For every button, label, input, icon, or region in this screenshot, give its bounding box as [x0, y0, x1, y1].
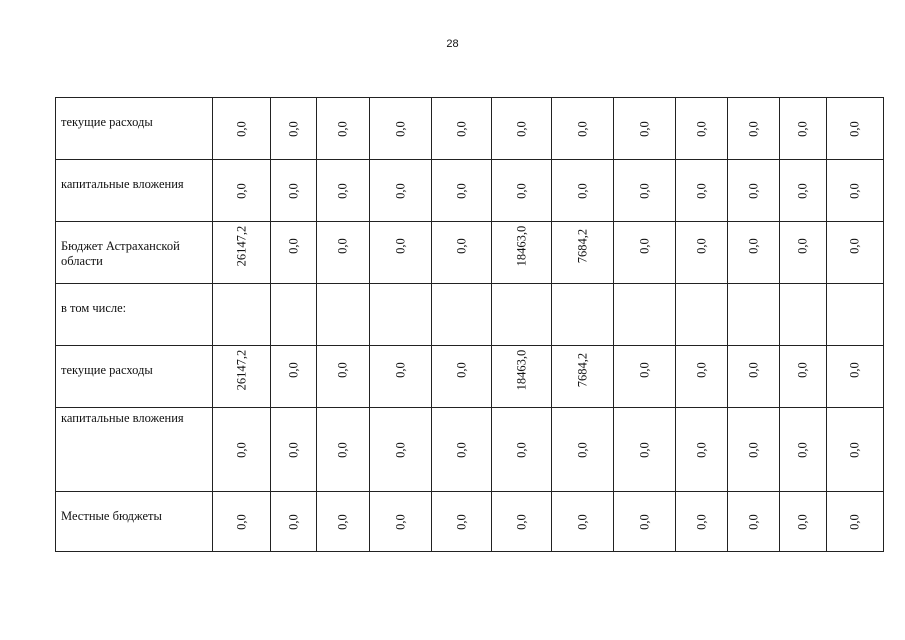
cell-value: 0,0	[335, 120, 350, 137]
cell-value: 18463,0	[514, 226, 528, 267]
value-cell	[271, 98, 317, 160]
value-cell	[728, 346, 780, 408]
value-cell	[271, 222, 317, 284]
cell-value: 0,0	[694, 182, 708, 199]
cell-value: 0,0	[393, 362, 407, 379]
value-cell	[728, 408, 780, 492]
cell-value: 0,0	[393, 513, 407, 530]
value-cell	[552, 98, 614, 160]
value-cell	[614, 160, 676, 222]
cell-value: 0,0	[514, 120, 528, 137]
value-cell	[370, 284, 432, 346]
cell-value: 0,0	[694, 362, 708, 379]
value-cell	[676, 492, 728, 552]
cell-value: 0,0	[575, 182, 589, 199]
value-cell	[213, 160, 271, 222]
value-cell	[317, 346, 370, 408]
cell-value: 0,0	[286, 362, 300, 379]
cell-value: 0,0	[847, 441, 862, 458]
cell-value: 7684,2	[575, 229, 589, 264]
value-cell	[370, 492, 432, 552]
cell-value: 0,0	[393, 238, 407, 255]
value-cell	[317, 284, 370, 346]
value-cell	[370, 98, 432, 160]
value-cell	[492, 408, 552, 492]
row-label: текущие расходы	[56, 346, 213, 408]
value-cell	[728, 160, 780, 222]
cell-value: 0,0	[637, 120, 651, 137]
row-label: капитальные вложения	[56, 408, 213, 492]
value-cell	[780, 408, 827, 492]
cell-value: 0,0	[335, 441, 350, 458]
value-cell	[370, 408, 432, 492]
value-cell	[432, 160, 492, 222]
value-cell	[827, 222, 884, 284]
value-cell	[614, 346, 676, 408]
cell-value: 0,0	[454, 362, 468, 379]
cell-value: 0,0	[694, 441, 708, 458]
value-cell	[317, 492, 370, 552]
cell-value: 0,0	[286, 238, 300, 255]
cell-value: 0,0	[795, 513, 810, 530]
value-cell	[780, 492, 827, 552]
value-cell	[827, 346, 884, 408]
cell-value: 0,0	[694, 238, 708, 255]
value-cell	[271, 408, 317, 492]
value-cell	[213, 222, 271, 284]
value-cell	[827, 284, 884, 346]
cell-value: 0,0	[454, 120, 468, 137]
value-cell	[676, 222, 728, 284]
value-cell	[492, 160, 552, 222]
cell-value: 0,0	[746, 513, 760, 530]
cell-value: 0,0	[234, 182, 248, 199]
value-cell	[728, 98, 780, 160]
value-cell	[432, 346, 492, 408]
cell-value: 0,0	[514, 182, 528, 199]
cell-value: 0,0	[746, 238, 760, 255]
cell-value: 0,0	[694, 120, 708, 137]
table-row	[56, 492, 884, 552]
cell-value: 0,0	[454, 238, 468, 255]
cell-value: 0,0	[454, 182, 468, 199]
value-cell	[492, 492, 552, 552]
value-cell	[370, 222, 432, 284]
cell-value: 0,0	[746, 362, 760, 379]
cell-value: 0,0	[746, 120, 760, 137]
cell-value: 0,0	[514, 441, 528, 458]
cell-value: 0,0	[234, 120, 248, 137]
value-cell	[676, 160, 728, 222]
cell-value: 0,0	[454, 441, 468, 458]
value-cell	[432, 98, 492, 160]
table-row	[56, 222, 884, 284]
value-cell	[728, 284, 780, 346]
cell-value: 0,0	[795, 120, 810, 137]
value-cell	[213, 284, 271, 346]
value-cell	[614, 492, 676, 552]
value-cell	[370, 160, 432, 222]
cell-value: 0,0	[575, 513, 589, 530]
value-cell	[614, 284, 676, 346]
value-cell	[780, 284, 827, 346]
value-cell	[271, 492, 317, 552]
cell-value: 0,0	[637, 182, 651, 199]
table-row	[56, 408, 884, 492]
value-cell	[676, 284, 728, 346]
value-cell	[780, 346, 827, 408]
value-cell	[780, 98, 827, 160]
cell-value: 0,0	[795, 441, 810, 458]
cell-value: 0,0	[286, 182, 300, 199]
cell-value: 0,0	[393, 441, 407, 458]
cell-value: 0,0	[637, 362, 651, 379]
cell-value: 0,0	[286, 513, 300, 530]
cell-value: 0,0	[847, 238, 862, 255]
value-cell	[213, 346, 271, 408]
value-cell	[780, 222, 827, 284]
value-cell	[432, 408, 492, 492]
value-cell	[432, 284, 492, 346]
value-cell	[780, 160, 827, 222]
cell-value: 0,0	[393, 182, 407, 199]
cell-value: 0,0	[234, 513, 248, 530]
value-cell	[552, 222, 614, 284]
value-cell	[213, 408, 271, 492]
cell-value: 26147,2	[234, 350, 248, 391]
table-row	[56, 160, 884, 222]
value-cell	[213, 98, 271, 160]
cell-value: 0,0	[746, 182, 760, 199]
value-cell	[271, 346, 317, 408]
value-cell	[370, 346, 432, 408]
cell-value: 0,0	[286, 441, 300, 458]
value-cell	[271, 284, 317, 346]
cell-value: 0,0	[637, 441, 651, 458]
cell-value: 0,0	[454, 513, 468, 530]
value-cell	[614, 98, 676, 160]
value-cell	[552, 346, 614, 408]
value-cell	[317, 160, 370, 222]
cell-value: 0,0	[575, 120, 589, 137]
value-cell	[317, 98, 370, 160]
cell-value: 0,0	[795, 182, 810, 199]
cell-value: 0,0	[335, 513, 350, 530]
value-cell	[676, 346, 728, 408]
cell-value: 7684,2	[575, 353, 589, 388]
value-cell	[552, 492, 614, 552]
value-cell	[614, 408, 676, 492]
value-cell	[317, 408, 370, 492]
cell-value: 18463,0	[514, 350, 528, 391]
value-cell	[492, 346, 552, 408]
cell-value: 0,0	[847, 120, 862, 137]
value-cell	[827, 408, 884, 492]
value-cell	[728, 222, 780, 284]
cell-value: 0,0	[847, 362, 862, 379]
value-cell	[432, 492, 492, 552]
cell-value: 0,0	[286, 120, 300, 137]
value-cell	[492, 98, 552, 160]
table-row	[56, 98, 884, 160]
table-row	[56, 284, 884, 346]
cell-value: 0,0	[575, 441, 589, 458]
cell-value: 0,0	[335, 362, 350, 379]
value-cell	[552, 284, 614, 346]
value-cell	[614, 222, 676, 284]
value-cell	[676, 408, 728, 492]
value-cell	[827, 160, 884, 222]
value-cell	[432, 222, 492, 284]
cell-value: 0,0	[847, 182, 862, 199]
row-label: Бюджет Астраханской области	[56, 222, 213, 284]
cell-value: 0,0	[746, 441, 760, 458]
value-cell	[728, 492, 780, 552]
value-cell	[271, 160, 317, 222]
cell-value: 0,0	[795, 238, 810, 255]
cell-value: 0,0	[234, 441, 248, 458]
cell-value: 0,0	[637, 513, 651, 530]
row-label: в том числе:	[56, 284, 213, 346]
budget-table	[55, 97, 884, 552]
value-cell	[317, 222, 370, 284]
cell-value: 0,0	[514, 513, 528, 530]
cell-value: 0,0	[393, 120, 407, 137]
row-label: капитальные вложения	[56, 160, 213, 222]
row-label: текущие расходы	[56, 98, 213, 160]
cell-value: 0,0	[335, 238, 350, 255]
cell-value: 26147,2	[234, 226, 248, 267]
page-number: 28	[446, 38, 459, 50]
value-cell	[827, 492, 884, 552]
cell-value: 0,0	[637, 238, 651, 255]
row-label: Местные бюджеты	[56, 492, 213, 552]
cell-value: 0,0	[847, 513, 862, 530]
value-cell	[492, 284, 552, 346]
cell-value: 0,0	[694, 513, 708, 530]
value-cell	[827, 98, 884, 160]
value-cell	[676, 98, 728, 160]
cell-value: 0,0	[335, 182, 350, 199]
value-cell	[552, 160, 614, 222]
cell-value: 0,0	[795, 362, 810, 379]
table-row	[56, 346, 884, 408]
value-cell	[213, 492, 271, 552]
value-cell	[492, 222, 552, 284]
value-cell	[552, 408, 614, 492]
